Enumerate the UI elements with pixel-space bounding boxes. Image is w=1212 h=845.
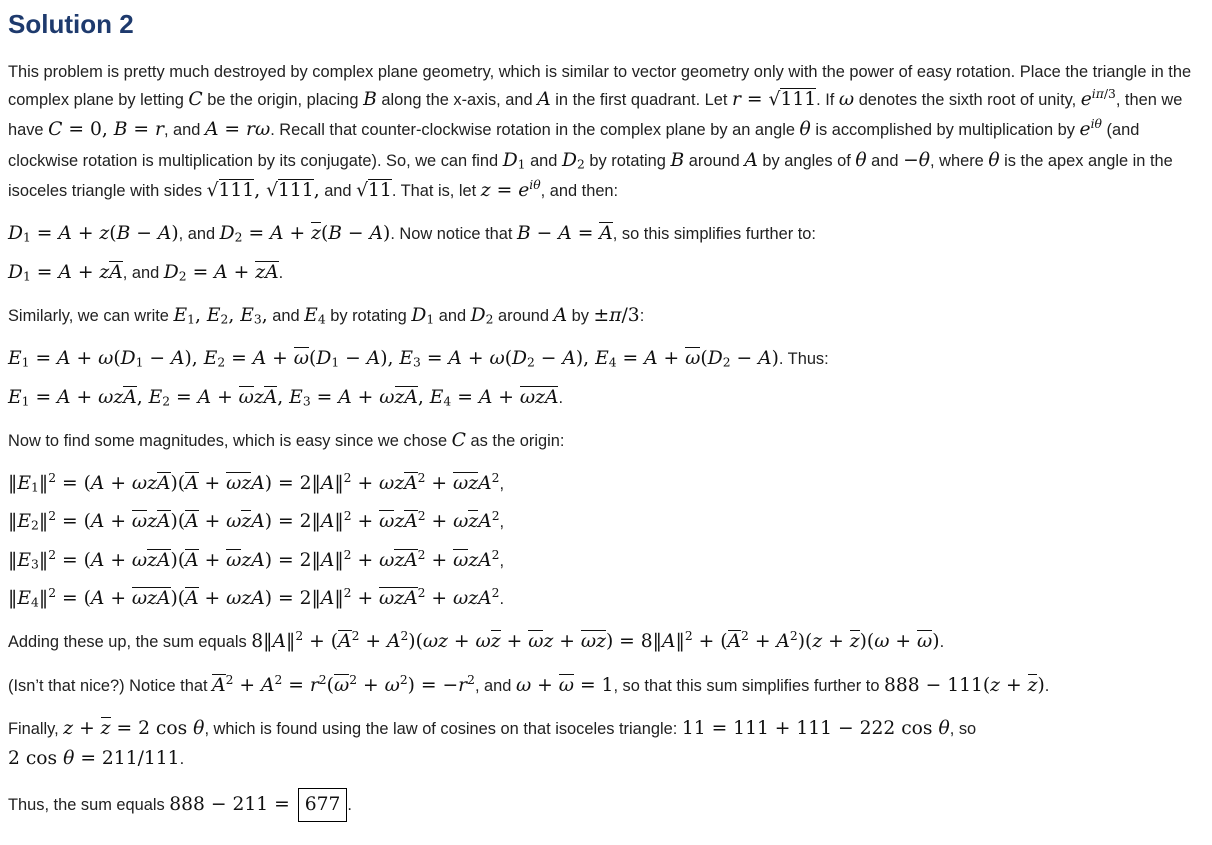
inline-math: $z = e^{i\theta}$: [480, 178, 541, 202]
equation-line: $D_1 = A$ + zA, and $D_2 = A$ + zA.: [8, 261, 284, 284]
inline-math: ω: [838, 89, 855, 111]
inline-math: C: [451, 429, 466, 451]
inline-math: $E_1$, $E_2$, $E_3$,: [173, 304, 268, 327]
inline-math: $E_1 = A + \omega(D_1 - A)$, $E_2 = A + \omega(D_1 - A)$, $E_3 = A + \omega(D_2 - A)$, $E_4 = A + \omega(D_2 - A)$: [8, 348, 779, 370]
inline-math: √111, √111,: [206, 180, 320, 202]
inline-math: $e^{i\theta}$: [1079, 117, 1102, 141]
inline-math: $‖E_2‖^2 = (A + \omega zA)(A + \omega zA)$ = 2‖A‖$^2$ + ωzA$^2$ + ωzA$^2$: [8, 509, 500, 534]
paragraph: Similarly, we can write $E_1$, $E_2$, $E_3$, and $E_4$ by rotating $D_1$ and $D_2$ around A by ±π/3:: [8, 304, 645, 327]
inline-math: A: [537, 89, 551, 111]
inline-math: A: [553, 304, 568, 326]
paragraph: Finally, z + z = 2 cos θ, which is found using the law of cosines on that isoceles triangle: 11 = 111 + 111 − 222 cos θ, so 2 cos θ = 211/111.: [8, 717, 977, 770]
inline-math: $D_1 = A + z(B - A)$: [8, 223, 179, 246]
paragraph: Now to find some magnitudes, which is easy since we chose C as the origin:: [8, 429, 565, 451]
equation-line: $‖E_3‖^2 = (A + \omega zA)(A + \omega zA)$ = 2‖A‖$^2$ + ωzA$^2$ + ωzA$^2$,: [8, 547, 505, 572]
equation-line: $‖E_4‖^2 = (A + \omega zA)(A + \omega zA)$ = 2‖A‖$^2$ + ωzA$^2$ + ωzA$^2$.: [8, 586, 505, 610]
inline-math: −θ: [903, 149, 931, 171]
inline-math: θ: [799, 119, 811, 141]
inline-math: $D_1 = A$ + zA: [8, 261, 123, 284]
inline-math: C = 0, B = r: [48, 119, 164, 141]
inline-math: B − A = A: [516, 223, 613, 245]
inline-math: $E_4$: [304, 304, 326, 327]
inline-math: 888 − 111(z + z): [884, 674, 1045, 696]
inline-math: θ: [988, 149, 1000, 171]
equation-line: $E_1 = A + \omega zA$, $E_2 = A + \omega zA$, $E_3 = A + \omega zA$, $E_4 = A + \omega zA$.: [8, 386, 564, 409]
inline-math: $E_1 = A + \omega zA$, $E_2 = A + \omega zA$, $E_3 = A + \omega zA$, $E_4 = A + \omega zA$: [8, 386, 559, 409]
inline-math: 11 = 111 + 111 − 222 cos θ: [681, 717, 950, 739]
inline-math: √11: [356, 180, 392, 202]
paragraph: (Isn’t that nice?) Notice that $A^2 + A^2 = r^2(\omega^2 + \omega^2) = -r^2$, and ω + ω = 1, so that this sum simplifies further to 888 − 111(z + z).: [8, 672, 1050, 696]
equation-line: $D_1 = A + z(B - A)$, and $D_2 = A + z(B - A)$. Now notice that B − A = A, so this simplifies further to:: [8, 223, 816, 246]
boxed-answer: 677: [298, 788, 348, 822]
solution-body: [8, 59, 1202, 822]
inline-math: r = √111: [732, 89, 817, 111]
inline-math: 888 − 211 = 677: [169, 794, 347, 815]
inline-math: $‖E_4‖^2 = (A + \omega zA)(A + \omega zA)$ = 2‖A‖$^2$ + ωzA$^2$ + ωzA$^2$: [8, 586, 500, 610]
paragraph: This problem is pretty much destroyed by complex plane geometry, which is similar to vector geometry only with the power of easy rotation. Place the triangle in the complex plane by letting C be the origin, placing B along the x-axis, and A in the first quadrant. Let r = √111. If ω denotes the sixth root of unity, $e^{i\pi/3}$, then we have C = 0, B = r, and A = rω. Recall that counter-clockwise rotation in the complex plane by an angle θ is accomplished by multiplication by $e^{i\theta}$ (and clockwise rotation is multiplication by its conjugate). So, we can find $D_1$ and $D_2$ by rotating B around A by angles of θ and −θ, where θ is the apex angle in the isoceles triangle with sides √111, √111, and √11. That is, let $z = e^{i\theta}$, and then:: [8, 62, 1192, 202]
inline-math: $D_2 = A + z(B - A)$: [219, 223, 391, 246]
inline-math: B: [363, 89, 377, 111]
inline-math: ω + ω = 1: [515, 674, 614, 696]
inline-math: A: [744, 149, 758, 171]
inline-math: $D_2$: [470, 304, 494, 327]
inline-math: $A^2 + A^2 = r^2(\omega^2 + \omega^2) = -r^2$: [212, 672, 475, 696]
solution-heading: Solution 2: [8, 9, 134, 39]
inline-math: $‖E_1‖^2 = (A + \omega zA)(A + \omega zA)$ = 2‖A‖$^2$ + ωzA$^2$ + ωzA$^2$: [8, 471, 500, 495]
inline-math: B: [670, 149, 685, 171]
inline-math: $D_2 = A$ + zA: [163, 261, 279, 284]
inline-math: $‖E_3‖^2 = (A + \omega zA)(A + \omega zA)$ = 2‖A‖$^2$ + ωzA$^2$ + ωzA$^2$: [8, 547, 500, 572]
paragraph: Adding these up, the sum equals 8‖A‖$^2$ + $(A^2 + A^2)(\omega z + \omega z + \omega z + \omega z)$ = 8‖A‖$^2$ + $(A^2 + A^2)(z + z)(\omega + \omega)$.: [8, 629, 945, 653]
inline-math: $D_1$: [502, 149, 526, 172]
inline-math: ±π/3: [593, 304, 640, 326]
inline-math: θ: [855, 149, 867, 171]
equation-line: $E_1 = A + \omega(D_1 - A)$, $E_2 = A + \omega(D_1 - A)$, $E_3 = A + \omega(D_2 - A)$, $E_4 = A + \omega(D_2 - A)$. Thus:: [8, 348, 829, 370]
inline-math: $D_2$: [561, 149, 585, 172]
inline-math: $D_1$: [411, 304, 435, 327]
paragraph: Thus, the sum equals 888 − 211 = 677 .: [8, 788, 1202, 822]
inline-math: A = rω: [204, 119, 271, 141]
inline-math: z + z = 2 cos θ: [63, 717, 205, 739]
inline-math: $e^{i\pi/3}$: [1080, 87, 1116, 111]
equation-line: $‖E_1‖^2 = (A + \omega zA)(A + \omega zA)$ = 2‖A‖$^2$ + ωzA$^2$ + ωzA$^2$,: [8, 471, 505, 495]
inline-math: 8‖A‖$^2$ + $(A^2 + A^2)(\omega z + \omega z + \omega z + \omega z)$ = 8‖A‖$^2$ + $(A^2 + A^2)(z + z)(\omega + \omega)$: [251, 629, 940, 653]
inline-math: C: [188, 89, 203, 111]
equation-line: $‖E_2‖^2 = (A + \omega zA)(A + \omega zA)$ = 2‖A‖$^2$ + ωzA$^2$ + ωzA$^2$,: [8, 509, 505, 534]
inline-math: 2 cos θ = 211/111: [8, 748, 180, 770]
